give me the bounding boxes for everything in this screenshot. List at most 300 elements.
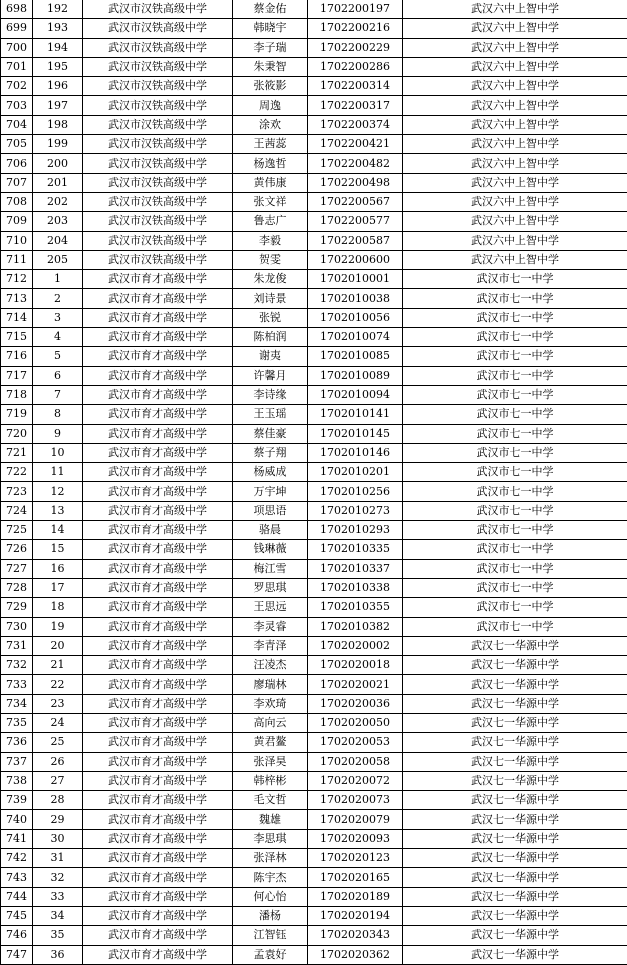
student-name-cell: 李欢琦 [233, 694, 308, 713]
student-id-cell: 1702020036 [308, 694, 403, 713]
school-index-cell: 198 [33, 115, 83, 134]
row-number-cell: 717 [1, 366, 33, 385]
school-index-cell: 204 [33, 231, 83, 250]
row-number-cell: 740 [1, 810, 33, 829]
row-number-cell: 701 [1, 57, 33, 76]
target-school-cell: 武汉七一华源中学 [403, 771, 627, 790]
school-index-cell: 12 [33, 482, 83, 501]
origin-school-cell: 武汉市育才高级中学 [83, 289, 233, 308]
student-name-cell: 王茜蕊 [233, 135, 308, 154]
table-row [1, 713, 627, 732]
origin-school-cell: 武汉市育才高级中学 [83, 424, 233, 443]
table-row [1, 829, 627, 848]
table-row [1, 212, 627, 231]
student-id-cell: 1702200577 [308, 212, 403, 231]
student-name-cell: 潘杨 [233, 906, 308, 925]
table-row [1, 521, 627, 540]
row-number-cell: 739 [1, 791, 33, 810]
student-name-cell: 何心怡 [233, 887, 308, 906]
row-number-cell: 722 [1, 463, 33, 482]
student-name-cell: 项思语 [233, 501, 308, 520]
student-id-cell: 1702010074 [308, 328, 403, 347]
table-row [1, 443, 627, 462]
row-number-cell: 710 [1, 231, 33, 250]
student-id-cell: 1702010038 [308, 289, 403, 308]
school-index-cell: 32 [33, 868, 83, 887]
target-school-cell: 武汉六中上智中学 [403, 38, 627, 57]
table-row [1, 192, 627, 211]
origin-school-cell: 武汉市育才高级中学 [83, 385, 233, 404]
table-row [1, 617, 627, 636]
student-name-cell: 谢夷 [233, 347, 308, 366]
school-index-cell: 34 [33, 906, 83, 925]
row-number-cell: 713 [1, 289, 33, 308]
origin-school-cell: 武汉市育才高级中学 [83, 810, 233, 829]
origin-school-cell: 武汉市育才高级中学 [83, 752, 233, 771]
target-school-cell: 武汉七一华源中学 [403, 694, 627, 713]
table-row [1, 308, 627, 327]
table-row [1, 405, 627, 424]
student-name-cell: 陈宇杰 [233, 868, 308, 887]
school-index-cell: 21 [33, 656, 83, 675]
target-school-cell: 武汉七一华源中学 [403, 868, 627, 887]
student-name-cell: 张筱影 [233, 77, 308, 96]
target-school-cell: 武汉七一华源中学 [403, 791, 627, 810]
student-id-cell: 1702200317 [308, 96, 403, 115]
row-number-cell: 746 [1, 926, 33, 945]
row-number-cell: 727 [1, 559, 33, 578]
row-number-cell: 723 [1, 482, 33, 501]
origin-school-cell: 武汉市育才高级中学 [83, 617, 233, 636]
row-number-cell: 716 [1, 347, 33, 366]
row-number-cell: 706 [1, 154, 33, 173]
school-index-cell: 28 [33, 791, 83, 810]
row-number-cell: 729 [1, 598, 33, 617]
table-row [1, 96, 627, 115]
student-name-cell: 贺雯 [233, 250, 308, 269]
student-id-cell: 1702020018 [308, 656, 403, 675]
school-index-cell: 199 [33, 135, 83, 154]
target-school-cell: 武汉市七一中学 [403, 463, 627, 482]
school-index-cell: 197 [33, 96, 83, 115]
school-index-cell: 36 [33, 945, 83, 964]
table-row [1, 810, 627, 829]
student-name-cell: 汪凌杰 [233, 656, 308, 675]
student-id-cell: 1702010382 [308, 617, 403, 636]
student-id-cell: 1702200229 [308, 38, 403, 57]
student-id-cell: 1702200600 [308, 250, 403, 269]
row-number-cell: 700 [1, 38, 33, 57]
origin-school-cell: 武汉市育才高级中学 [83, 443, 233, 462]
table-row [1, 945, 627, 964]
row-number-cell: 719 [1, 405, 33, 424]
row-number-cell: 724 [1, 501, 33, 520]
origin-school-cell: 武汉市育才高级中学 [83, 656, 233, 675]
row-number-cell: 745 [1, 906, 33, 925]
origin-school-cell: 武汉市育才高级中学 [83, 501, 233, 520]
target-school-cell: 武汉六中上智中学 [403, 154, 627, 173]
school-index-cell: 18 [33, 598, 83, 617]
student-id-cell: 1702020362 [308, 945, 403, 964]
student-name-cell: 陈柏润 [233, 328, 308, 347]
table-row [1, 231, 627, 250]
target-school-cell: 武汉六中上智中学 [403, 173, 627, 192]
student-name-cell: 刘诗景 [233, 289, 308, 308]
student-id-cell: 1702010056 [308, 308, 403, 327]
origin-school-cell: 武汉市育才高级中学 [83, 713, 233, 732]
school-index-cell: 193 [33, 19, 83, 38]
row-number-cell: 735 [1, 713, 33, 732]
table-row [1, 771, 627, 790]
target-school-cell: 武汉七一华源中学 [403, 887, 627, 906]
student-id-cell: 1702020072 [308, 771, 403, 790]
origin-school-cell: 武汉市育才高级中学 [83, 405, 233, 424]
school-index-cell: 3 [33, 308, 83, 327]
school-index-cell: 5 [33, 347, 83, 366]
target-school-cell: 武汉市七一中学 [403, 308, 627, 327]
student-name-cell: 骆晨 [233, 521, 308, 540]
target-school-cell: 武汉市七一中学 [403, 328, 627, 347]
origin-school-cell: 武汉市育才高级中学 [83, 578, 233, 597]
school-index-cell: 8 [33, 405, 83, 424]
row-number-cell: 703 [1, 96, 33, 115]
student-name-cell: 韩梓彬 [233, 771, 308, 790]
student-id-cell: 1702010089 [308, 366, 403, 385]
row-number-cell: 732 [1, 656, 33, 675]
student-id-cell: 1702020058 [308, 752, 403, 771]
origin-school-cell: 武汉市育才高级中学 [83, 463, 233, 482]
row-number-cell: 730 [1, 617, 33, 636]
school-index-cell: 196 [33, 77, 83, 96]
student-id-cell: 1702010293 [308, 521, 403, 540]
student-id-cell: 1702020123 [308, 849, 403, 868]
school-index-cell: 6 [33, 366, 83, 385]
target-school-cell: 武汉市七一中学 [403, 424, 627, 443]
table-row [1, 675, 627, 694]
origin-school-cell: 武汉市育才高级中学 [83, 926, 233, 945]
student-name-cell: 鲁志广 [233, 212, 308, 231]
target-school-cell: 武汉七一华源中学 [403, 906, 627, 925]
student-name-cell: 江智钰 [233, 926, 308, 945]
student-name-cell: 钱琳薇 [233, 540, 308, 559]
student-name-cell: 张泽昊 [233, 752, 308, 771]
origin-school-cell: 武汉市育才高级中学 [83, 521, 233, 540]
row-number-cell: 718 [1, 385, 33, 404]
table-row [1, 0, 627, 19]
student-name-cell: 杨逸哲 [233, 154, 308, 173]
school-index-cell: 27 [33, 771, 83, 790]
row-number-cell: 711 [1, 250, 33, 269]
row-number-cell: 741 [1, 829, 33, 848]
row-number-cell: 728 [1, 578, 33, 597]
student-id-cell: 1702200498 [308, 173, 403, 192]
row-number-cell: 704 [1, 115, 33, 134]
student-name-cell: 梅江雪 [233, 559, 308, 578]
student-id-cell: 1702200482 [308, 154, 403, 173]
student-name-cell: 张泽林 [233, 849, 308, 868]
school-index-cell: 200 [33, 154, 83, 173]
table-row [1, 270, 627, 289]
school-index-cell: 10 [33, 443, 83, 462]
table-row [1, 154, 627, 173]
student-id-cell: 1702020093 [308, 829, 403, 848]
origin-school-cell: 武汉市汉铁高级中学 [83, 154, 233, 173]
student-id-cell: 1702020050 [308, 713, 403, 732]
student-name-cell: 王玉瑶 [233, 405, 308, 424]
row-number-cell: 712 [1, 270, 33, 289]
target-school-cell: 武汉市七一中学 [403, 385, 627, 404]
student-name-cell: 孟袁好 [233, 945, 308, 964]
student-name-cell: 张锐 [233, 308, 308, 327]
school-index-cell: 192 [33, 0, 83, 19]
school-index-cell: 201 [33, 173, 83, 192]
student-id-cell: 1702010256 [308, 482, 403, 501]
target-school-cell: 武汉市七一中学 [403, 482, 627, 501]
student-id-cell: 1702010094 [308, 385, 403, 404]
student-table-body [1, 0, 627, 964]
origin-school-cell: 武汉市汉铁高级中学 [83, 57, 233, 76]
table-row [1, 115, 627, 134]
origin-school-cell: 武汉市育才高级中学 [83, 771, 233, 790]
table-row [1, 289, 627, 308]
origin-school-cell: 武汉市汉铁高级中学 [83, 135, 233, 154]
row-number-cell: 744 [1, 887, 33, 906]
student-id-cell: 1702200374 [308, 115, 403, 134]
row-number-cell: 731 [1, 636, 33, 655]
student-name-cell: 李思琪 [233, 829, 308, 848]
student-id-cell: 1702020073 [308, 791, 403, 810]
row-number-cell: 747 [1, 945, 33, 964]
school-index-cell: 203 [33, 212, 83, 231]
student-name-cell: 罗思琪 [233, 578, 308, 597]
school-index-cell: 35 [33, 926, 83, 945]
student-name-cell: 涂欢 [233, 115, 308, 134]
student-id-cell: 1702010145 [308, 424, 403, 443]
row-number-cell: 733 [1, 675, 33, 694]
table-row [1, 559, 627, 578]
target-school-cell: 武汉六中上智中学 [403, 0, 627, 19]
target-school-cell: 武汉市七一中学 [403, 578, 627, 597]
table-row [1, 38, 627, 57]
table-row [1, 347, 627, 366]
student-id-cell: 1702020194 [308, 906, 403, 925]
table-row [1, 135, 627, 154]
table-row [1, 578, 627, 597]
row-number-cell: 699 [1, 19, 33, 38]
student-id-cell: 1702200421 [308, 135, 403, 154]
student-name-cell: 王思远 [233, 598, 308, 617]
school-index-cell: 31 [33, 849, 83, 868]
school-index-cell: 195 [33, 57, 83, 76]
target-school-cell: 武汉市七一中学 [403, 559, 627, 578]
table-row [1, 598, 627, 617]
origin-school-cell: 武汉市育才高级中学 [83, 366, 233, 385]
target-school-cell: 武汉七一华源中学 [403, 656, 627, 675]
student-id-cell: 1702020189 [308, 887, 403, 906]
student-id-cell: 1702010141 [308, 405, 403, 424]
school-index-cell: 24 [33, 713, 83, 732]
origin-school-cell: 武汉市育才高级中学 [83, 559, 233, 578]
school-index-cell: 23 [33, 694, 83, 713]
school-index-cell: 2 [33, 289, 83, 308]
school-index-cell: 205 [33, 250, 83, 269]
target-school-cell: 武汉七一华源中学 [403, 829, 627, 848]
student-name-cell: 廖瑞林 [233, 675, 308, 694]
target-school-cell: 武汉市七一中学 [403, 521, 627, 540]
row-number-cell: 707 [1, 173, 33, 192]
target-school-cell: 武汉市七一中学 [403, 501, 627, 520]
origin-school-cell: 武汉市育才高级中学 [83, 906, 233, 925]
school-index-cell: 9 [33, 424, 83, 443]
school-index-cell: 30 [33, 829, 83, 848]
student-name-cell: 李毅 [233, 231, 308, 250]
origin-school-cell: 武汉市育才高级中学 [83, 868, 233, 887]
student-name-cell: 魏雄 [233, 810, 308, 829]
row-number-cell: 705 [1, 135, 33, 154]
table-row [1, 463, 627, 482]
target-school-cell: 武汉七一华源中学 [403, 733, 627, 752]
table-row [1, 57, 627, 76]
target-school-cell: 武汉七一华源中学 [403, 810, 627, 829]
origin-school-cell: 武汉市育才高级中学 [83, 849, 233, 868]
origin-school-cell: 武汉市育才高级中学 [83, 308, 233, 327]
student-id-cell: 1702010338 [308, 578, 403, 597]
target-school-cell: 武汉六中上智中学 [403, 77, 627, 96]
school-index-cell: 16 [33, 559, 83, 578]
row-number-cell: 726 [1, 540, 33, 559]
origin-school-cell: 武汉市汉铁高级中学 [83, 173, 233, 192]
origin-school-cell: 武汉市育才高级中学 [83, 598, 233, 617]
school-index-cell: 14 [33, 521, 83, 540]
origin-school-cell: 武汉市育才高级中学 [83, 694, 233, 713]
origin-school-cell: 武汉市育才高级中学 [83, 328, 233, 347]
target-school-cell: 武汉市七一中学 [403, 270, 627, 289]
student-name-cell: 李诗缘 [233, 385, 308, 404]
origin-school-cell: 武汉市育才高级中学 [83, 636, 233, 655]
origin-school-cell: 武汉市汉铁高级中学 [83, 212, 233, 231]
origin-school-cell: 武汉市汉铁高级中学 [83, 0, 233, 19]
table-row [1, 424, 627, 443]
table-row [1, 77, 627, 96]
row-number-cell: 715 [1, 328, 33, 347]
table-row [1, 636, 627, 655]
target-school-cell: 武汉市七一中学 [403, 540, 627, 559]
student-id-cell: 1702200197 [308, 0, 403, 19]
student-name-cell: 蔡子翔 [233, 443, 308, 462]
table-row [1, 328, 627, 347]
row-number-cell: 720 [1, 424, 33, 443]
target-school-cell: 武汉七一华源中学 [403, 752, 627, 771]
origin-school-cell: 武汉市育才高级中学 [83, 675, 233, 694]
target-school-cell: 武汉市七一中学 [403, 617, 627, 636]
school-index-cell: 33 [33, 887, 83, 906]
target-school-cell: 武汉六中上智中学 [403, 250, 627, 269]
student-id-cell: 1702200216 [308, 19, 403, 38]
student-id-cell: 1702010146 [308, 443, 403, 462]
student-id-cell: 1702020079 [308, 810, 403, 829]
target-school-cell: 武汉市七一中学 [403, 598, 627, 617]
school-index-cell: 29 [33, 810, 83, 829]
origin-school-cell: 武汉市汉铁高级中学 [83, 192, 233, 211]
origin-school-cell: 武汉市育才高级中学 [83, 791, 233, 810]
table-row [1, 385, 627, 404]
student-name-cell: 韩晓宇 [233, 19, 308, 38]
origin-school-cell: 武汉市汉铁高级中学 [83, 19, 233, 38]
student-name-cell: 黄君鳌 [233, 733, 308, 752]
origin-school-cell: 武汉市育才高级中学 [83, 829, 233, 848]
origin-school-cell: 武汉市育才高级中学 [83, 347, 233, 366]
student-id-cell: 1702020343 [308, 926, 403, 945]
table-row [1, 887, 627, 906]
school-index-cell: 11 [33, 463, 83, 482]
table-row [1, 791, 627, 810]
origin-school-cell: 武汉市育才高级中学 [83, 945, 233, 964]
student-name-cell: 李子瑞 [233, 38, 308, 57]
table-row [1, 250, 627, 269]
row-number-cell: 709 [1, 212, 33, 231]
target-school-cell: 武汉六中上智中学 [403, 135, 627, 154]
school-index-cell: 13 [33, 501, 83, 520]
school-index-cell: 7 [33, 385, 83, 404]
student-name-cell: 朱龙俊 [233, 270, 308, 289]
student-name-cell: 蔡佳豪 [233, 424, 308, 443]
student-id-cell: 1702020002 [308, 636, 403, 655]
student-name-cell: 周逸 [233, 96, 308, 115]
student-id-cell: 1702020165 [308, 868, 403, 887]
student-name-cell: 黄伟康 [233, 173, 308, 192]
row-number-cell: 743 [1, 868, 33, 887]
row-number-cell: 734 [1, 694, 33, 713]
student-name-cell: 李灵睿 [233, 617, 308, 636]
school-index-cell: 26 [33, 752, 83, 771]
target-school-cell: 武汉市七一中学 [403, 405, 627, 424]
table-row [1, 906, 627, 925]
table-row [1, 849, 627, 868]
target-school-cell: 武汉六中上智中学 [403, 96, 627, 115]
table-row [1, 733, 627, 752]
student-name-cell: 高向云 [233, 713, 308, 732]
origin-school-cell: 武汉市育才高级中学 [83, 540, 233, 559]
student-name-cell: 蔡金佑 [233, 0, 308, 19]
student-id-cell: 1702200314 [308, 77, 403, 96]
origin-school-cell: 武汉市汉铁高级中学 [83, 77, 233, 96]
target-school-cell: 武汉六中上智中学 [403, 57, 627, 76]
target-school-cell: 武汉六中上智中学 [403, 19, 627, 38]
student-name-cell: 毛文哲 [233, 791, 308, 810]
target-school-cell: 武汉七一华源中学 [403, 849, 627, 868]
origin-school-cell: 武汉市汉铁高级中学 [83, 96, 233, 115]
school-index-cell: 1 [33, 270, 83, 289]
target-school-cell: 武汉七一华源中学 [403, 636, 627, 655]
target-school-cell: 武汉七一华源中学 [403, 713, 627, 732]
student-id-cell: 1702010085 [308, 347, 403, 366]
row-number-cell: 742 [1, 849, 33, 868]
origin-school-cell: 武汉市汉铁高级中学 [83, 231, 233, 250]
target-school-cell: 武汉六中上智中学 [403, 231, 627, 250]
target-school-cell: 武汉七一华源中学 [403, 675, 627, 694]
school-index-cell: 20 [33, 636, 83, 655]
student-id-cell: 1702010355 [308, 598, 403, 617]
table-row [1, 173, 627, 192]
student-id-cell: 1702020053 [308, 733, 403, 752]
student-name-cell: 许馨月 [233, 366, 308, 385]
row-number-cell: 708 [1, 192, 33, 211]
table-row [1, 694, 627, 713]
origin-school-cell: 武汉市汉铁高级中学 [83, 38, 233, 57]
row-number-cell: 737 [1, 752, 33, 771]
school-index-cell: 17 [33, 578, 83, 597]
school-index-cell: 22 [33, 675, 83, 694]
